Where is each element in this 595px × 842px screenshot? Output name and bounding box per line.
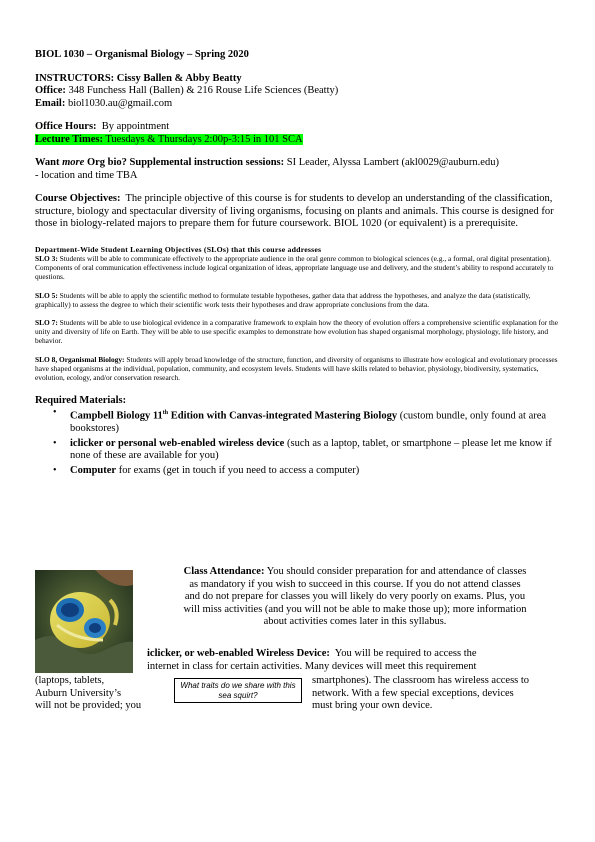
office-value: 348 Funchess Hall (Ballen) & 216 Rouse Life Sciences (Beatty) [68,85,339,96]
slo-8 [35,355,563,383]
office-hours-value: By appointment [101,121,170,132]
device-left-2: Auburn University’s [35,687,122,699]
bullet-icon: • [53,437,57,449]
slo-7 [35,318,563,346]
attendance-line-1: Class Attendance: You should consider preparation for and attendance of classes [183,566,527,577]
materials-heading: Required Materials: [35,395,127,407]
device-right-1: smartphones). The classroom has wireless access to [312,675,530,686]
lecture-times-value: Tuesdays & Thursdays 2:00p-3:15 in 101 SCA [105,133,303,145]
syllabus-page [35,48,563,479]
supplemental-more: more [62,157,85,168]
objectives-label: Course Objectives: [35,193,121,204]
slo-text: Students will be able to communicate effectively to the appropriate audience in the oral genre common to biological sciences (e.g., a formal, oral digital presentation). Components of oral communication effectiveness include logical organization of ideas, appropriate language use and delivery, and the student’s ability to respond accurately to questions. [35,254,554,282]
email-value[interactable]: biol1030.au@gmail.com [67,97,173,109]
objectives-text: The principle objective of this course is for students to develop an understanding of the classification, structure, biology and spectacular diversity of living organisms, focusing on plants and animals. This course is designed for those in biology-related majors to prepare them for future coursework. BIOL 1020 (or equivalent) is a prerequisite. [35,193,554,229]
attendance-section [147,566,563,629]
office-line [35,85,563,98]
device-right-3: must bring your own device. [312,700,433,711]
email-label: Email: [35,97,66,109]
course-objectives [35,193,563,231]
device-line-2: internet in class for certain activities. Many devices will meet this requirement [147,660,477,672]
device-left-column [35,675,175,713]
supplemental-value: SI Leader, Alyssa Lambert (akl0029@auburn.edu) [286,157,499,168]
office-hours-line [35,121,563,134]
bullet-icon: • [53,407,57,419]
office-hours-label: Office Hours: [35,121,97,132]
photo-caption: What traits do we share with this sea squirt? [180,680,296,700]
device-left-3: will not be provided; you [35,700,142,711]
attendance-line-3: and do not prepare for classes you will likely do very poorly on exams. Plus, you [184,591,526,602]
supplemental-line [35,157,563,170]
attendance-line-4: will miss activities (and you will not be able to make those up); more information [183,603,527,615]
device-line-1: iclicker, or web-enabled Wireless Device: You will be required to access the [147,648,477,659]
device-right-column [312,675,567,713]
device-right-2: network. With a few special exceptions, devices [312,687,514,699]
slo-heading: Department-Wide Student Learning Objectives (SLOs) that this course addresses [35,244,322,254]
course-title: BIOL 1030 – Organismal Biology – Spring 2020 [35,49,249,60]
email-line [35,98,563,111]
supplemental-label: Org bio? Supplemental instruction sessions: [84,157,285,168]
slo-text: Students will apply broad knowledge of the structure, function, and diversity of organisms to illustrate how ecological and evolutionary processes have shaped organisms at the individual, population, community, and ecosystem levels. Students will have skills related to behavior, physiology, biodiversity, systematics, evolution, ecology, and/or conservation research. [35,354,558,383]
office-label: Office: [35,85,66,96]
instructors-line: INSTRUCTORS: Cissy Ballen & Abby Beatty [35,73,242,84]
slo-text: Students will be able to apply the scientific method to formulate testable hypotheses, gather data that address the hypotheses, and analyze the data (statistically, graphically) to assess the degree to which their scientific work tests their hypotheses and draw appropriate conclusions from the data. [35,290,531,309]
slo-5 [35,291,563,309]
slo-label: SLO 3: [35,254,58,263]
list-item: • Campbell Biology 11th Edition with Canvas-integrated Mastering Biology (custom bundle, only found at area bookstores) [53,407,547,435]
photo-caption-box [174,678,302,703]
slo-3 [35,254,563,282]
attendance-line-2: as mandatory if you wish to succeed in this course. If you do not attend classes [189,578,521,590]
device-left-1: (laptops, tablets, [35,675,105,686]
attendance-label: Class Attendance: [183,566,265,577]
list-item: • Computer for exams (get in touch if you need to access a computer) [53,464,360,476]
lecture-times-line [35,134,563,147]
slo-label: SLO 7: [35,318,58,328]
list-item: • iclicker or personal web-enabled wireless device (such as a laptop, tablet, or smartphone – please let me know if none of these are available for you) [53,437,552,462]
supplemental-location: - location and time TBA [35,169,138,181]
lecture-times-label: Lecture Times: [35,133,103,145]
materials-list [35,407,563,477]
device-section [147,648,563,673]
bullet-icon: • [53,464,57,476]
slo-label: SLO 8, Organismal Biology: [35,354,125,364]
slo-text: Students will be able to use biological evidence in a comparative framework to explain how the theory of evolution offers a comprehensive scientific explanation for the unity and diversity of life on Earth. They will be able to use specific examples to demonstrate how evolution has shaped organismal morphology, physiology, life history, and behavior. [35,318,559,346]
sea-squirt-photo [35,570,133,673]
attendance-line-5: about activities comes later in this syllabus. [263,616,447,627]
supplemental-want: Want [35,157,63,168]
slo-label: SLO 5: [35,290,58,300]
lecture-times-highlight [35,134,303,145]
device-label: iclicker, or web-enabled Wireless Device: [147,648,330,659]
